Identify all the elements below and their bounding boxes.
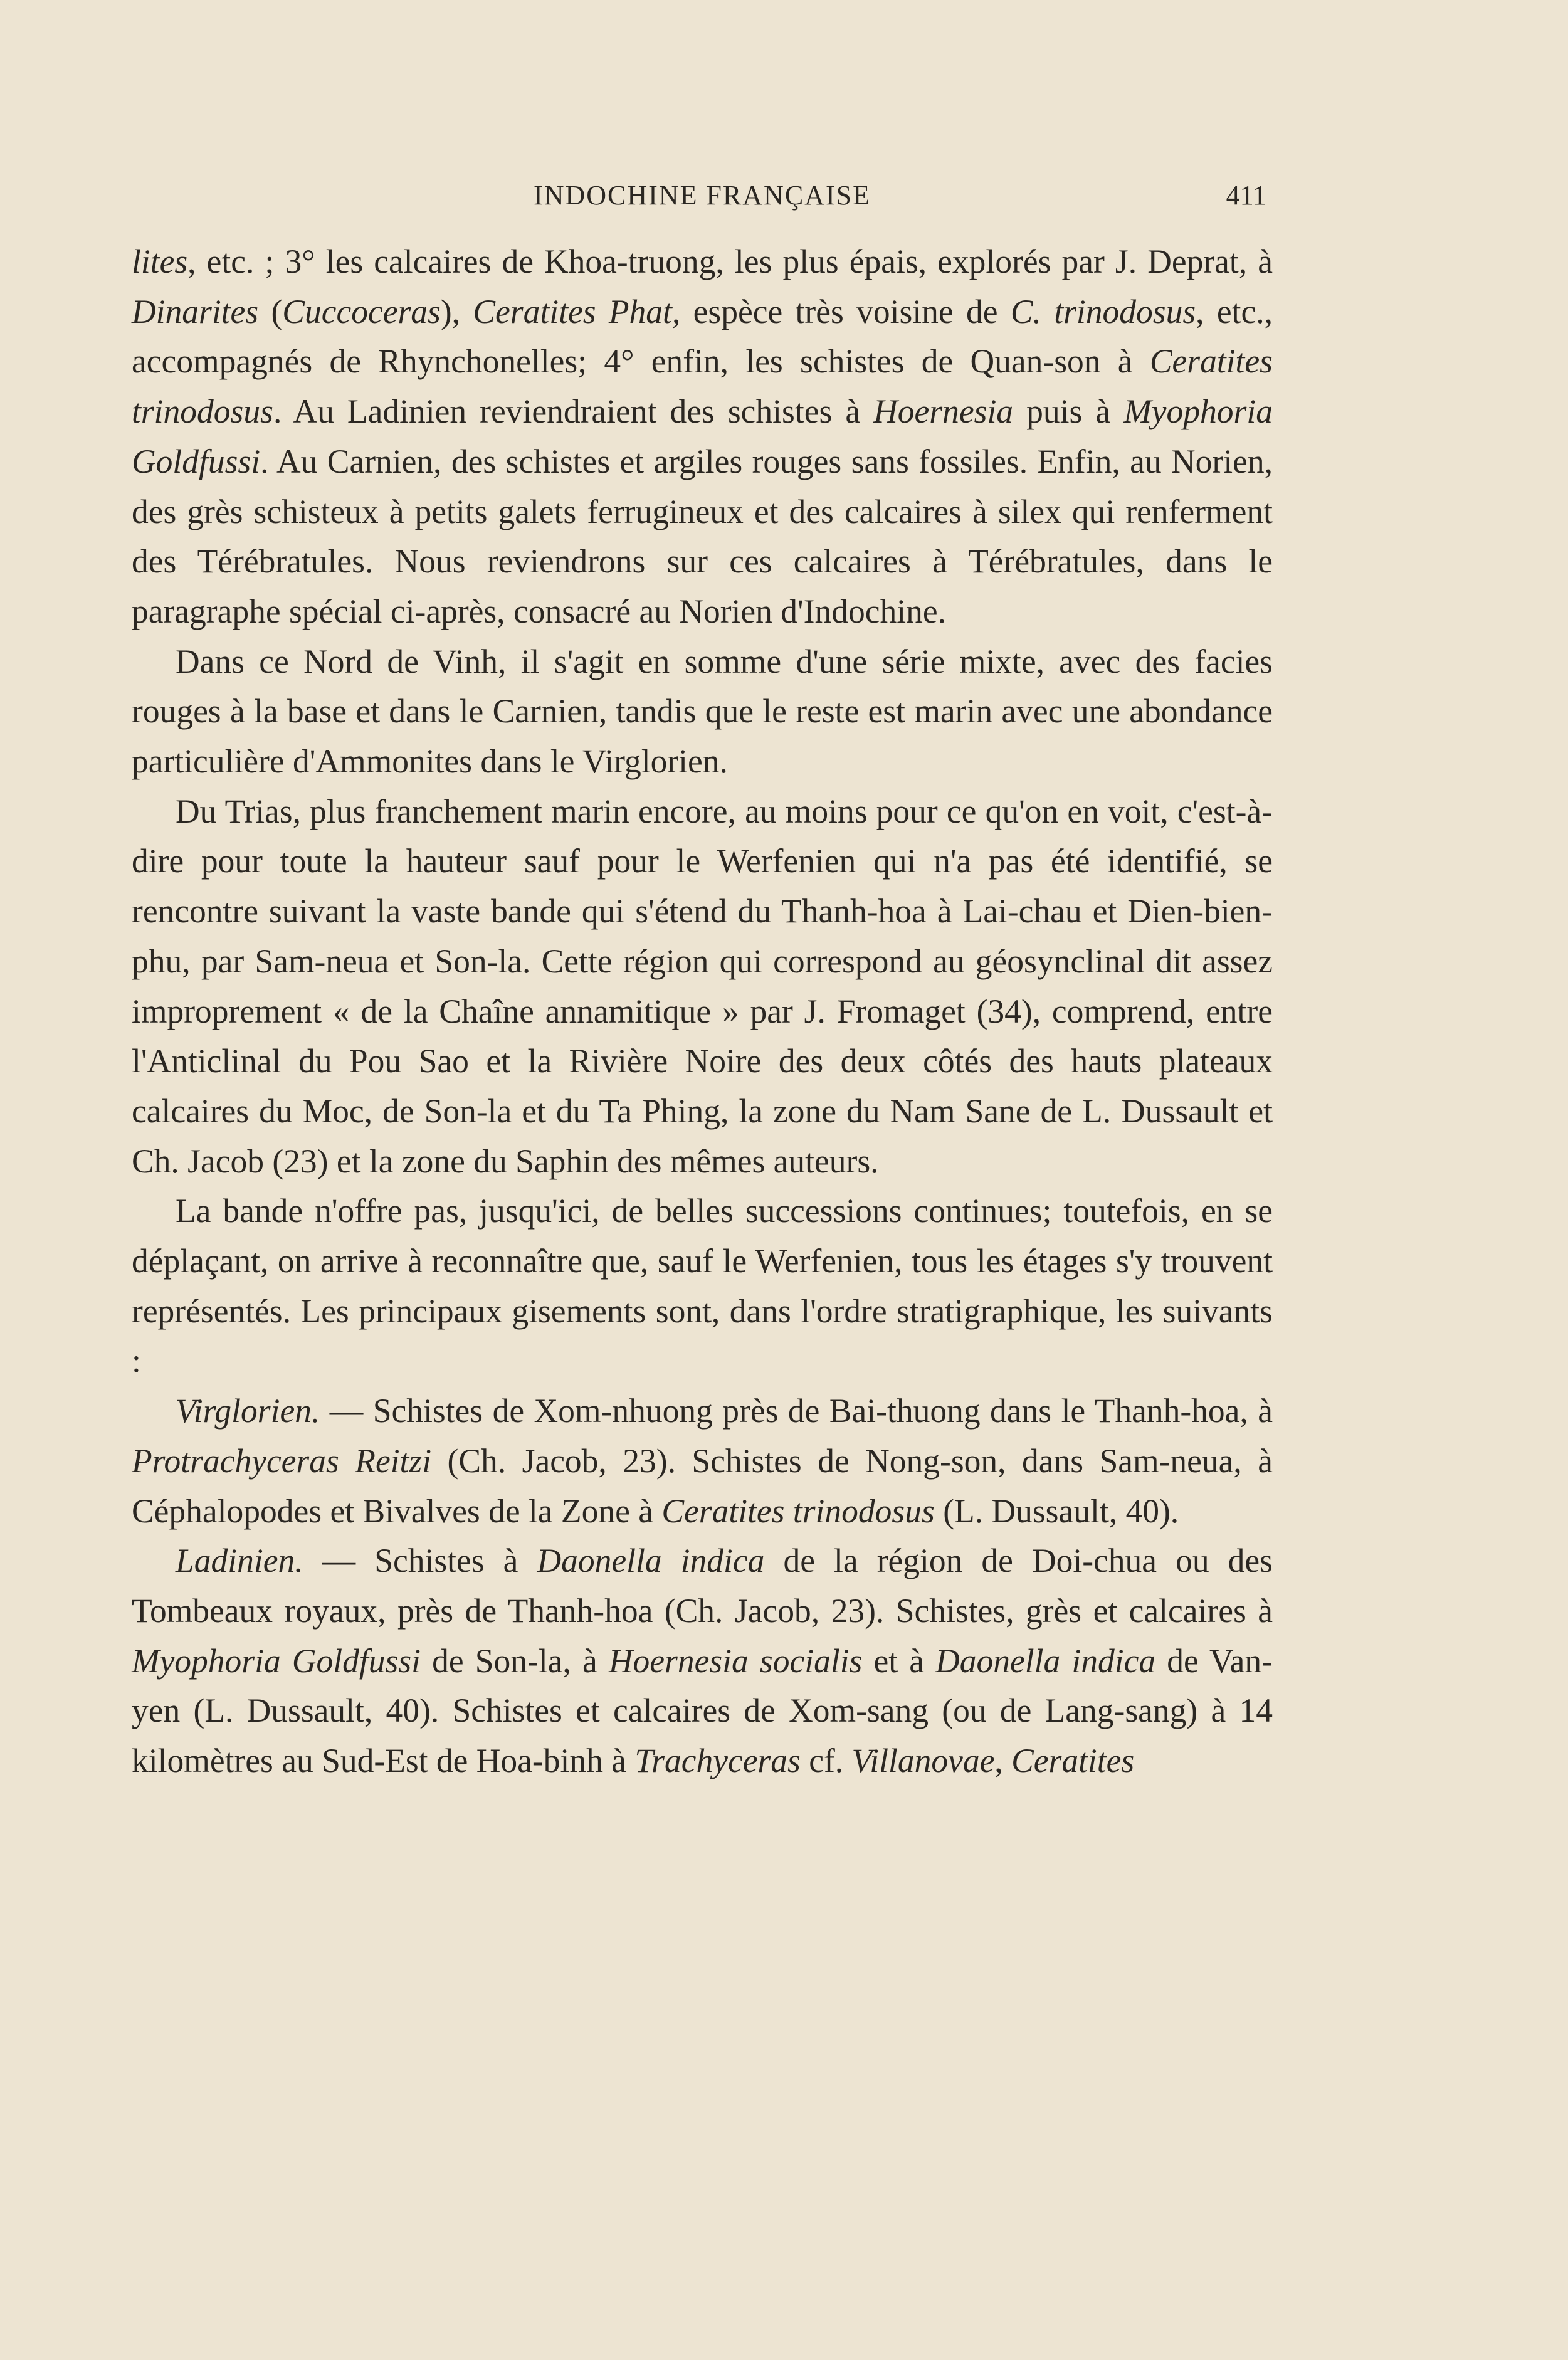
- taxon-name: Hoernesia: [873, 392, 1014, 431]
- taxon-name: Ceratites Phat,: [473, 292, 681, 330]
- paragraph-6: Ladinien. — Schistes à Daonella indica de la région de Doi-chua ou des Tombeaux royaux, près de Thanh-hoa (Ch. Jacob, 23). Schistes, grès et calcaires à Myophoria Goldfussi de Son-la, à Hoernesia socialis et à Daonella indica de Van-yen (L. Dussault, 40). Schistes et calcaires de Xom-sang (ou de Lang-sang) à 14 kilomètres au Sud-Est de Hoa-binh à Trachyceras cf. Villanovae, Ceratites: [132, 1542, 1273, 1780]
- taxon-name: Myophoria Goldfussi: [132, 392, 1273, 480]
- paragraph-5: Virglorien. — Schistes de Xom-nhuong près de Bai-thuong dans le Thanh-hoa, à Protrachyceras Reitzi (Ch. Jacob, 23). Schistes de Nong-son, dans Sam-neua, à Céphalopodes et Bivalves de la Zone à Ceratites trinodosus (L. Dussault, 40).: [132, 1392, 1273, 1530]
- paragraph-3: Du Trias, plus franchement marin encore, au moins pour ce qu'on en voit, c'est-à-dire pour toute la hauteur sauf pour le Werfenien qui n'a pas été identifié, se rencontre suivant la vaste bande qui s'étend du Thanh-hoa à Lai-chau et Dien-bien-phu, par Sam-neua et Son-la. Cette région qui correspond au géosynclinal dit assez improprement « de la Chaîne annamitique » par J. Fromaget (34), comprend, entre l'Anticlinal du Pou Sao et la Rivière Noire des deux côtés des hauts plateaux calcaires du Moc, de Son-la et du Ta Phing, la zone du Nam Sane de L. Dussault et Ch. Jacob (23) et la zone du Saphin des mêmes auteurs.: [132, 792, 1273, 1180]
- taxon-name: Protrachyceras Reitzi: [132, 1441, 432, 1480]
- paragraph-1: lites, etc. ; 3° les calcaires de Khoa-truong, les plus épais, explorés par J. Deprat, à Dinarites (Cuccoceras), Ceratites Phat, espèce très voisine de C. trinodosus, etc., accompagnés de Rhynchonelles; 4° enfin, les schistes de Quan-son à Ceratites trinodosus. Au Ladinien reviendraient des schistes à Hoernesia puis à Myophoria Goldfussi. Au Carnien, des schistes et argiles rouges sans fossiles. Enfin, au Norien, des grès schisteux à petits galets ferrugineux et des calcaires à silex qui renferment des Térébratules. Nous reviendrons sur ces calcaires à Térébratules, dans le paragraphe spécial ci-après, consacré au Norien d'Indochine.: [132, 243, 1273, 630]
- taxon-name: Dinarites: [132, 292, 259, 330]
- taxon-name: Hoernesia socialis: [608, 1641, 863, 1680]
- body-text: [132, 237, 1273, 1786]
- section-heading-ladinien: Ladinien.: [176, 1542, 303, 1580]
- paragraph-4: La bande n'offre pas, jusqu'ici, de belles successions continues; toutefois, en se déplaçant, on arrive à reconnaître que, sauf le Werfenien, tous les étages s'y trouvent représentés. Les principaux gisements sont, dans l'ordre stratigraphique, les suivants :: [132, 1192, 1273, 1380]
- page-header: [132, 174, 1273, 218]
- taxon-name: Cuccoceras: [282, 292, 441, 330]
- taxon-name: C. trinodosus: [1010, 292, 1196, 330]
- running-title: INDOCHINE FRANÇAISE: [534, 180, 871, 211]
- section-heading-virglorien: Virglorien.: [176, 1392, 320, 1430]
- taxon-name: lites: [132, 243, 188, 280]
- taxon-name: Myophoria Goldfussi: [132, 1641, 421, 1680]
- taxon-name: Ceratites trinodosus: [661, 1492, 935, 1530]
- taxon-name: Villanovae: [851, 1742, 995, 1780]
- taxon-name: Daonella indica: [935, 1641, 1156, 1680]
- taxon-name: Ceratites trinodosus: [132, 342, 1273, 431]
- page-number: 411: [1226, 180, 1266, 211]
- taxon-name: Trachyceras: [634, 1742, 801, 1780]
- paragraph-2: Dans ce Nord de Vinh, il s'agit en somme d'une série mixte, avec des facies rouges à la base et dans le Carnien, tandis que le reste est marin avec une abondance particulière d'Ammonites dans le Virglorien.: [132, 642, 1273, 781]
- taxon-name: Ceratites: [1011, 1742, 1135, 1780]
- taxon-name: Daonella indica: [537, 1542, 765, 1580]
